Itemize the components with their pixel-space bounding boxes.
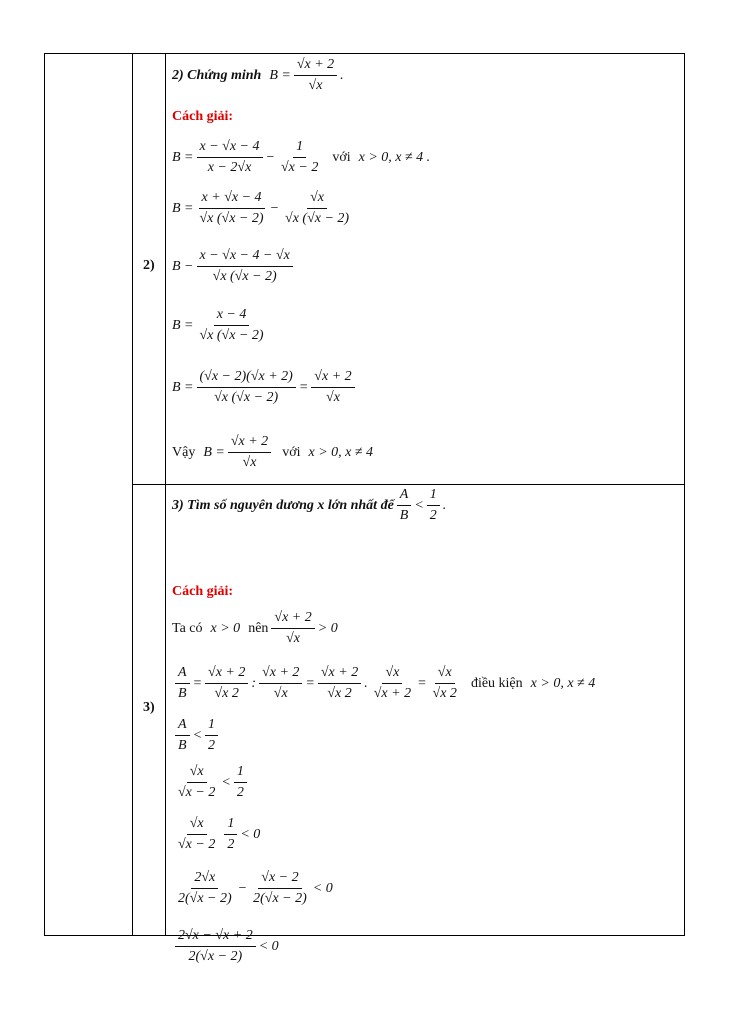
fraction: $\frac{√x}{√x + 2}$ [373, 665, 412, 701]
solution-table [44, 53, 685, 964]
fraction: √x √x − 2 [178, 816, 216, 852]
question-heading: 3) Tìm số nguyên dương x lớn nhất để [172, 497, 394, 513]
row-label: 3) [143, 700, 155, 715]
step-line: √x √x − 2 < 1 2 [172, 764, 250, 801]
step-line: B = $\frac{(√x - 2)(√x + 2)}{√x (√x - 2)}$ = $\frac{√x + 2}{√x}$ [172, 369, 358, 406]
step-line: B = $\frac{x - 4}{√x (√x - 2)}$ [172, 307, 270, 344]
fraction: 2√x − √x + 2 2(√x − 2) [175, 928, 256, 965]
fraction: $\frac{x + √x - 4}{√x (√x - 2)}$ [199, 190, 264, 226]
question-heading: 2) Chứng minh [172, 67, 262, 83]
step-line: B = $\frac{x + √x - 4}{√x (√x - 2)}$ − $\frac{√x}{√x (√x - 2)}$ [172, 190, 355, 227]
fraction: 1 2 [224, 816, 237, 853]
method-label: Cách giải: [172, 584, 234, 599]
fraction: $\frac{√x}{√x (√x - 2)}$ [285, 190, 350, 226]
fraction: $\frac{A}{B}$ [175, 665, 190, 702]
table-border-top [44, 53, 685, 54]
column-divider-1 [132, 53, 133, 936]
fraction: $\frac{√x}{√x 2}$ [432, 665, 457, 701]
method-label: Cách giải: [172, 109, 234, 124]
step-line: 2√x 2(√x − 2) − $\frac{√x - 2}{2(√x - 2)}$ < 0 [172, 870, 333, 907]
fraction: √x √x − 2 [178, 764, 216, 800]
fraction: 1 2 [205, 717, 218, 754]
table-border-bottom [44, 935, 685, 936]
fraction: $\frac{x - 4}{√x (√x - 2)}$ [199, 307, 264, 343]
fraction: $\frac{√x + 2}{√x}$ [294, 57, 337, 94]
step-line: 2√x − √x + 2 2(√x − 2) < 0 [172, 928, 279, 965]
heading-line: 2) Chứng minh B = $\frac{√x + 2}{√x}$ . [172, 57, 344, 93]
fraction: 1 2 [427, 487, 440, 524]
fraction: 2√x 2(√x − 2) [178, 870, 232, 906]
heading-line: 3) Tìm số nguyên dương x lớn nhất để A B < 1 2 . [172, 487, 447, 523]
table-border-right [684, 53, 685, 936]
fraction: $\frac{x - √x - 4}{x - 2√x}$ [197, 139, 263, 176]
fraction: 1 2 [234, 764, 247, 801]
fraction: A B [397, 487, 412, 524]
fraction: √x + 2 √x [271, 610, 314, 647]
fraction: $\frac{1}{√x - 2}$ [280, 139, 319, 175]
column-divider-2 [165, 53, 166, 936]
fraction: $\frac{(√x - 2)(√x + 2)}{√x (√x - 2)}$ [197, 369, 296, 406]
step-line: $\frac{A}{B}$ = $\frac{√x + 2}{√x 2}$ : $\frac{√x + 2}{√x}$ = $\frac{√x + 2}{√x 2}$ . $\frac{√x}{√x + 2}$ = $\frac{√x}{√x 2}$ điều kiện x > 0, x ≠ 4 [172, 665, 595, 702]
step-line: B − $\frac{x - √x - 4 - √x}{√x (√x - 2)}$ [172, 248, 296, 285]
fraction: $\frac{√x + 2}{√x}$ [228, 434, 271, 471]
step-line: A B < 1 2 [172, 717, 221, 754]
heading-expr: B = [269, 67, 291, 83]
fraction: $\frac{√x + 2}{√x}$ [259, 665, 302, 702]
fraction: A B [175, 717, 190, 754]
fraction: $\frac{√x + 2}{√x 2}$ [205, 665, 248, 702]
step-line: B = $\frac{x - √x - 4}{x - 2√x}$ − $\frac{1}{√x - 2}$ với x > 0, x ≠ 4 . [172, 139, 431, 175]
fraction: $\frac{√x - 2}{2(√x - 2)}$ [253, 870, 307, 906]
step-line: √x √x − 2 1 2 < 0 [172, 816, 260, 853]
fraction: $\frac{√x + 2}{√x}$ [311, 369, 354, 406]
step-line: Vậy B = $\frac{√x + 2}{√x}$ với x > 0, x ≠ 4 [172, 434, 374, 470]
row-divider [132, 484, 685, 485]
step-line: Ta có x > 0 nên √x + 2 √x > 0 [172, 610, 338, 646]
fraction: $\frac{x - √x - 4 - √x}{√x (√x - 2)}$ [197, 248, 293, 285]
fraction: $\frac{√x + 2}{√x 2}$ [318, 665, 361, 702]
row-label: 2) [143, 258, 155, 273]
table-border-left [44, 53, 45, 936]
